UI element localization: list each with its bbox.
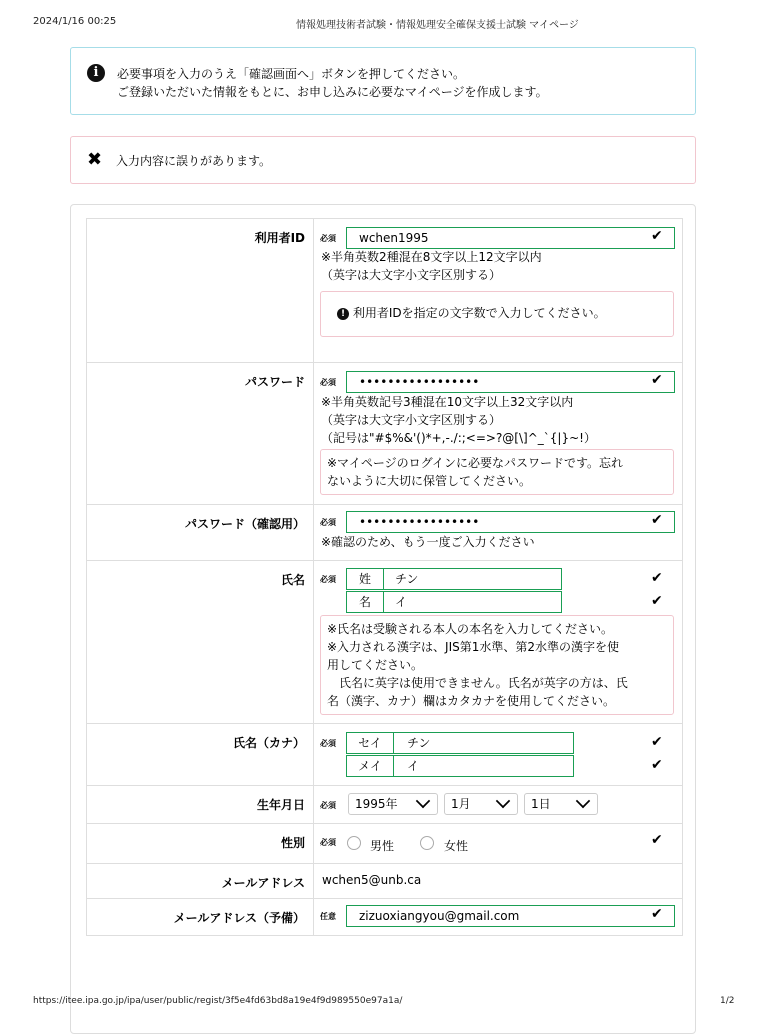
error-notice <box>70 136 696 184</box>
chevron-down-icon <box>416 794 430 808</box>
last-name-value: チン <box>395 572 419 586</box>
password-confirm-note: ※確認のため、もう一度ご入力ください <box>321 535 535 549</box>
close-icon: ✖ <box>87 149 103 170</box>
chevron-down-icon <box>576 794 590 808</box>
page-number: 1/2 <box>720 996 735 1006</box>
name-warning-line-1: ※氏名は受験される本人の本名を入力してください。 <box>327 622 614 636</box>
password-warning-line-1: ※マイページのログインに必要なパスワードです。忘れ <box>327 456 624 470</box>
user-id-note-1: ※半角英数2種混在8文字以上12文字以内 <box>321 250 542 264</box>
optional-tag: 任意 <box>320 912 336 921</box>
gender-female-label[interactable]: 女性 <box>444 839 469 853</box>
birth-year-select[interactable] <box>348 793 438 815</box>
check-icon: ✔ <box>651 906 663 922</box>
check-icon: ✔ <box>651 734 663 750</box>
name-warning <box>320 615 674 715</box>
birth-month-select[interactable] <box>444 793 518 815</box>
row-email-backup <box>86 899 683 936</box>
info-line-2: ご登録いただいた情報をもとに、お申し込みに必要なマイページを作成します。 <box>117 85 548 99</box>
name-warning-line-5: 名（漢字、カナ）欄はカタカナを使用してください。 <box>327 694 616 708</box>
required-tag: 必須 <box>320 838 336 847</box>
info-text <box>117 65 548 101</box>
label-password-confirm: パスワード（確認用） <box>87 505 314 560</box>
first-name-kana-prefix: メイ <box>347 756 394 776</box>
row-password-confirm <box>86 505 683 561</box>
row-email <box>86 864 683 899</box>
name-warning-line-2: ※入力される漢字は、JIS第1水準、第2水準の漢字を使 <box>327 640 620 654</box>
required-tag: 必須 <box>320 801 336 810</box>
last-name-kana-prefix: セイ <box>347 733 394 753</box>
check-icon: ✔ <box>651 570 663 586</box>
email-backup-input[interactable]: zizuoxiangyou@gmail.com <box>346 905 675 927</box>
label-name-kana: 氏名（カナ） <box>87 724 314 785</box>
info-icon: i <box>87 64 105 82</box>
row-password <box>86 363 683 505</box>
label-gender: 性別 <box>87 824 314 863</box>
birth-year-value: 1995年 <box>355 797 398 811</box>
row-birthdate <box>86 786 683 824</box>
label-email-backup: メールアドレス（予備） <box>87 899 314 935</box>
label-name: 氏名 <box>87 561 314 723</box>
user-id-note-2: （英字は大文字小文字区別する） <box>321 268 502 282</box>
check-icon: ✔ <box>651 757 663 773</box>
required-tag: 必須 <box>320 739 336 748</box>
password-warning <box>320 449 674 495</box>
check-icon: ✔ <box>651 593 663 609</box>
label-birthdate: 生年月日 <box>87 786 314 823</box>
check-icon: ✔ <box>651 512 663 528</box>
gender-male-radio[interactable] <box>347 836 361 850</box>
first-name-kana-input[interactable] <box>346 755 574 777</box>
check-icon: ✔ <box>651 228 663 244</box>
password-note-1: ※半角英数記号3種混在10文字以上32文字以内 <box>321 395 574 409</box>
first-name-value: イ <box>395 595 408 609</box>
required-tag: 必須 <box>320 234 336 243</box>
name-warning-line-4: 氏名に英字は使用できません。氏名が英字の方は、氏 <box>327 676 628 690</box>
birth-month-value: 1月 <box>451 797 471 811</box>
password-note-3: （記号は"#$%&'()*+,-./:;<=>?@[\]^_`{|}~!） <box>321 431 596 445</box>
info-line-1: 必要事項を入力のうえ「確認画面へ」ボタンを押してください。 <box>117 67 466 81</box>
required-tag: 必須 <box>320 575 336 584</box>
last-name-prefix: 姓 <box>347 569 384 589</box>
row-name <box>86 561 683 724</box>
user-id-error-text: 利用者IDを指定の文字数で入力してください。 <box>352 306 606 320</box>
first-name-input[interactable] <box>346 591 562 613</box>
last-name-kana-value: チン <box>407 736 431 750</box>
label-user-id: 利用者ID <box>87 219 314 362</box>
label-email: メールアドレス <box>87 864 314 898</box>
check-icon: ✔ <box>651 372 663 388</box>
name-warning-line-3: 用してください。 <box>327 658 424 672</box>
gender-female-radio[interactable] <box>420 836 434 850</box>
password-warning-line-2: ないように大切に保管してください。 <box>327 474 532 488</box>
page-title: 情報処理技術者試験・情報処理安全確保支援士試験 マイページ <box>296 20 579 31</box>
email-value: wchen5@unb.ca <box>322 873 422 887</box>
password-note-2: （英字は大文字小文字区別する） <box>321 413 502 427</box>
first-name-prefix: 名 <box>347 592 384 612</box>
print-datetime: 2024/1/16 00:25 <box>33 16 117 27</box>
row-name-kana <box>86 724 683 786</box>
info-notice <box>70 47 696 115</box>
label-password: パスワード <box>87 363 314 504</box>
error-message: 入力内容に誤りがあります。 <box>116 154 272 168</box>
alert-icon: ! <box>337 308 349 320</box>
password-input[interactable]: ••••••••••••••••• <box>346 371 675 393</box>
page-url: https://itee.ipa.go.jp/ipa/user/public/regist/3f5e4fd63bd8a19e4f9d989550e97a1a/ <box>33 996 403 1006</box>
gender-male-label[interactable]: 男性 <box>370 839 395 853</box>
last-name-kana-input[interactable] <box>346 732 574 754</box>
last-name-input[interactable] <box>346 568 562 590</box>
row-user-id <box>86 218 683 363</box>
required-tag: 必須 <box>320 518 336 527</box>
birth-day-select[interactable] <box>524 793 598 815</box>
birth-day-value: 1日 <box>531 797 551 811</box>
user-id-input[interactable]: wchen1995 <box>346 227 675 249</box>
first-name-kana-value: イ <box>407 759 420 773</box>
user-id-error <box>320 291 674 337</box>
required-tag: 必須 <box>320 378 336 387</box>
row-gender <box>86 824 683 864</box>
chevron-down-icon <box>496 794 510 808</box>
check-icon: ✔ <box>651 832 663 848</box>
password-confirm-input[interactable]: ••••••••••••••••• <box>346 511 675 533</box>
